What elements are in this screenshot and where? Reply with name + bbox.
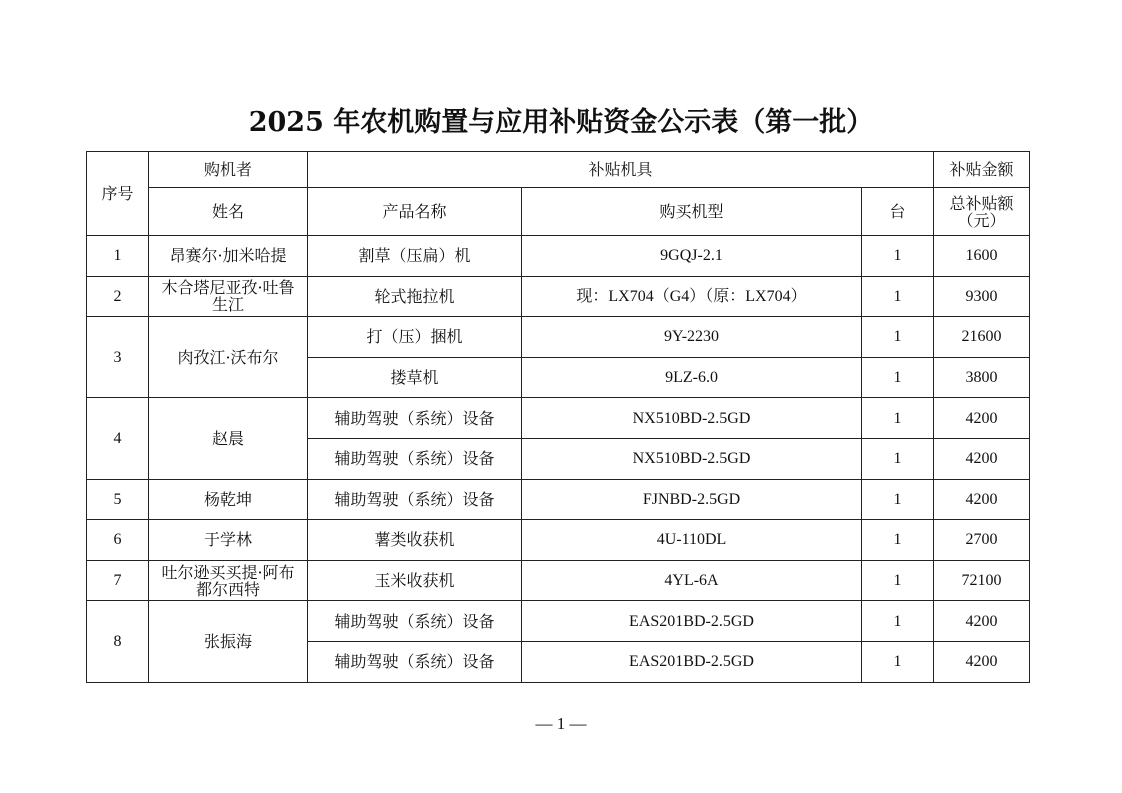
buyer-name-cell: 张振海: [149, 601, 308, 682]
buyer-name-cell: 吐尔逊买买提·阿布都尔西特: [149, 560, 308, 601]
header-row-bottom: [87, 188, 1030, 236]
buyer-name-cell: 肉孜江·沃布尔: [149, 317, 308, 398]
seq-cell: 1: [87, 236, 149, 277]
product-name-cell: 轮式拖拉机: [308, 276, 522, 317]
table-row: [87, 479, 1030, 520]
table-row: [87, 560, 1030, 601]
product-name-cell: 辅助驾驶（系统）设备: [308, 601, 522, 642]
table-row: [87, 601, 1030, 642]
amount-cell: 4200: [934, 601, 1030, 642]
model-cell: 现：LX704（G4）（原：LX704）: [522, 276, 862, 317]
quantity-cell: 1: [862, 398, 934, 439]
model-cell: NX510BD-2.5GD: [522, 438, 862, 479]
quantity-cell: 1: [862, 641, 934, 682]
buyer-name-cell: 赵晨: [149, 398, 308, 479]
model-cell: FJNBD-2.5GD: [522, 479, 862, 520]
seq-cell: 7: [87, 560, 149, 601]
document-title: 2025 年农机购置与应用补贴资金公示表（第一批）: [248, 107, 874, 138]
model-cell: 9LZ-6.0: [522, 357, 862, 398]
amount-cell: 2700: [934, 520, 1030, 561]
model-cell: 4YL-6A: [522, 560, 862, 601]
model-cell: EAS201BD-2.5GD: [522, 601, 862, 642]
product-name-cell: 辅助驾驶（系统）设备: [308, 398, 522, 439]
seq-cell: 8: [87, 601, 149, 682]
table-row: [87, 317, 1030, 358]
seq-cell: 3: [87, 317, 149, 398]
quantity-cell: 1: [862, 601, 934, 642]
product-name-cell: 割草（压扁）机: [308, 236, 522, 277]
product-name-cell: 辅助驾驶（系统）设备: [308, 641, 522, 682]
product-name-cell: 玉米收获机: [308, 560, 522, 601]
seq-cell: 6: [87, 520, 149, 561]
header-qty: 台: [862, 188, 934, 236]
amount-cell: 1600: [934, 236, 1030, 277]
amount-cell: 21600: [934, 317, 1030, 358]
buyer-name-cell: 木合塔尼亚孜·吐鲁生江: [149, 276, 308, 317]
header-buyer-group: 购机者: [149, 152, 308, 188]
header-product: 产品名称: [308, 188, 522, 236]
model-cell: 9Y-2230: [522, 317, 862, 358]
header-model: 购买机型: [522, 188, 862, 236]
amount-cell: 4200: [934, 398, 1030, 439]
quantity-cell: 1: [862, 276, 934, 317]
table-row: [87, 520, 1030, 561]
buyer-name-cell: 杨乾坤: [149, 479, 308, 520]
quantity-cell: 1: [862, 479, 934, 520]
page-number: — 1 —: [535, 714, 587, 733]
product-name-cell: 打（压）捆机: [308, 317, 522, 358]
subsidy-table: [86, 151, 1030, 683]
buyer-name-cell: 昂赛尔·加米哈提: [149, 236, 308, 277]
seq-cell: 4: [87, 398, 149, 479]
model-cell: EAS201BD-2.5GD: [522, 641, 862, 682]
seq-cell: 2: [87, 276, 149, 317]
header-machine-group: 补贴机具: [308, 152, 934, 188]
header-row-top: [87, 152, 1030, 188]
amount-cell: 4200: [934, 641, 1030, 682]
product-name-cell: 薯类收获机: [308, 520, 522, 561]
table-row: [87, 276, 1030, 317]
amount-cell: 9300: [934, 276, 1030, 317]
quantity-cell: 1: [862, 560, 934, 601]
header-amount-group: 补贴金额: [934, 152, 1030, 188]
model-cell: NX510BD-2.5GD: [522, 398, 862, 439]
quantity-cell: 1: [862, 357, 934, 398]
header-seq: 序号: [87, 152, 149, 236]
amount-cell: 72100: [934, 560, 1030, 601]
header-total: 总补贴额（元）: [934, 188, 1030, 236]
product-name-cell: 搂草机: [308, 357, 522, 398]
seq-cell: 5: [87, 479, 149, 520]
amount-cell: 3800: [934, 357, 1030, 398]
table-row: [87, 236, 1030, 277]
quantity-cell: 1: [862, 438, 934, 479]
quantity-cell: 1: [862, 236, 934, 277]
amount-cell: 4200: [934, 479, 1030, 520]
model-cell: 4U-110DL: [522, 520, 862, 561]
quantity-cell: 1: [862, 520, 934, 561]
product-name-cell: 辅助驾驶（系统）设备: [308, 479, 522, 520]
amount-cell: 4200: [934, 438, 1030, 479]
header-name: 姓名: [149, 188, 308, 236]
quantity-cell: 1: [862, 317, 934, 358]
table-row: [87, 398, 1030, 439]
product-name-cell: 辅助驾驶（系统）设备: [308, 438, 522, 479]
buyer-name-cell: 于学林: [149, 520, 308, 561]
table-body: [87, 152, 1030, 683]
model-cell: 9GQJ-2.1: [522, 236, 862, 277]
